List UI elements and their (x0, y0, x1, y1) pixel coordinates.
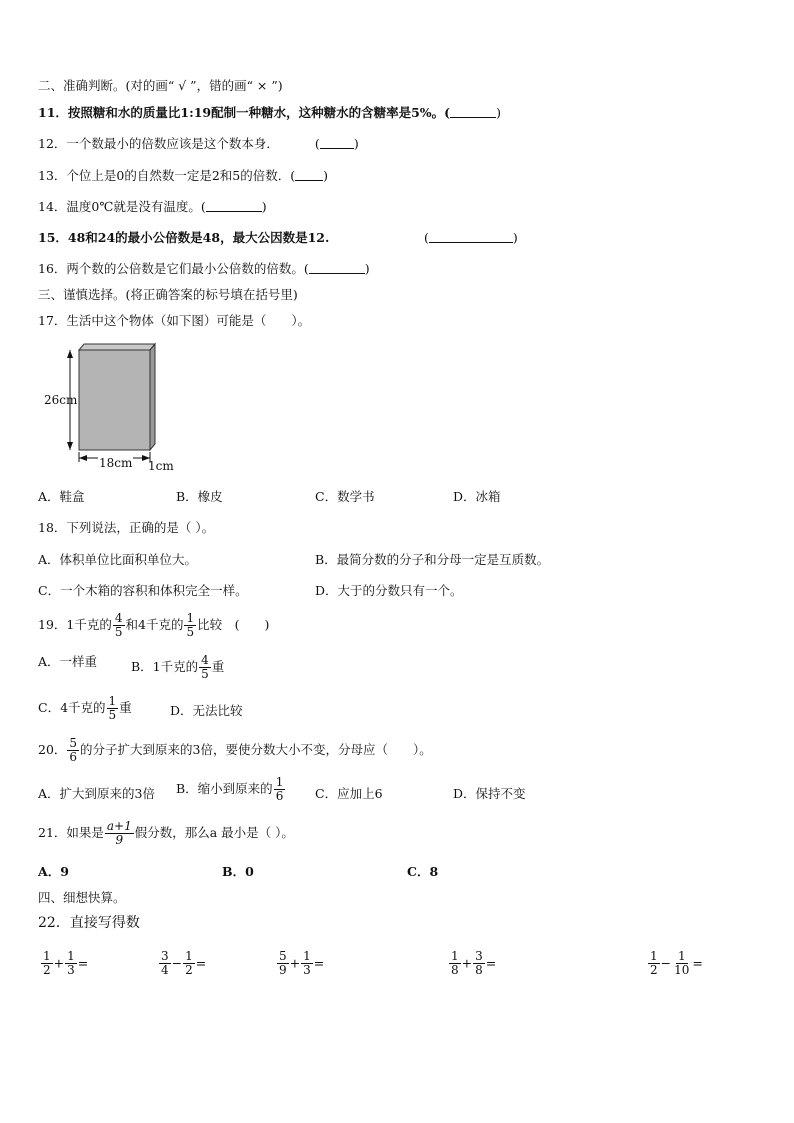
q17-option-b[interactable]: B．橡皮 (176, 489, 223, 504)
question-20: 20． $\frac{5}{6}$ 的分子扩大到原来的3倍，要使分数大小不变，分母应（ ）。 (38, 736, 432, 764)
q12-open: ( (314, 136, 320, 151)
q16-text: 16．两个数的公倍数是它们最小公倍数的倍数。( (38, 261, 309, 276)
calc-item (448, 950, 496, 977)
operator: + (289, 955, 301, 971)
fraction: $\frac{1}{3}$ (67, 949, 75, 977)
equals-sign: = (195, 955, 207, 971)
calc-item (647, 950, 703, 977)
section-2-title: 二、准确判断。(对的画“ √ ”，错的画“ × ”) (38, 78, 283, 93)
operator: + (53, 955, 65, 971)
fraction: $\frac{1}{10}$ (674, 949, 690, 977)
fraction: $\frac{1}{2}$ (185, 949, 193, 977)
q21-option-c[interactable]: C．8 (407, 864, 439, 879)
question-11 (38, 105, 501, 121)
fraction: $\frac{1}{6}$ (275, 775, 284, 803)
q19-option-b[interactable]: B．1千克的 $\frac{4}{5}$ 重 (131, 653, 225, 681)
answer-blank[interactable] (450, 105, 496, 118)
q13-text: 13．个位上是0的自然数一定是2和5的倍数．( (38, 168, 296, 183)
q18-option-c[interactable]: C．一个木箱的容积和体积完全一样。 (38, 583, 248, 598)
fraction: $\frac{1}{5}$ (186, 611, 195, 639)
fraction: $\frac{1}{2}$ (43, 949, 51, 977)
fraction: $\frac{1}{2}$ (650, 949, 658, 977)
fraction: $\frac{1}{3}$ (303, 949, 311, 977)
depth-label: 1cm (148, 459, 174, 473)
q16-close: ) (364, 261, 370, 276)
question-14 (38, 199, 267, 215)
q19-option-d[interactable]: D．无法比较 (170, 703, 243, 718)
fraction: $\frac{5}{9}$ (279, 949, 287, 977)
q21-option-b[interactable]: B．0 (222, 864, 254, 879)
q20-option-d[interactable]: D．保持不变 (453, 786, 526, 801)
question-13 (38, 168, 328, 184)
calc-item (158, 950, 206, 977)
q18-option-d[interactable]: D．大于的分数只有一个。 (315, 583, 463, 598)
answer-blank[interactable] (320, 136, 354, 149)
q18-option-b[interactable]: B．最简分数的分子和分母一定是互质数。 (315, 552, 550, 567)
answer-blank[interactable] (295, 168, 323, 181)
q11-close: ) (496, 105, 501, 120)
q20-option-c[interactable]: C．应加上6 (315, 786, 383, 801)
width-label: 18cm (99, 456, 133, 470)
operator: + (461, 955, 473, 971)
q12-text: 12．一个数最小的倍数应该是这个数本身． (38, 136, 279, 151)
q19-option-a[interactable]: A．一样重 (38, 654, 98, 669)
equals-sign: = (485, 955, 497, 971)
calc-item (40, 950, 88, 977)
fraction: $\frac{4}{5}$ (114, 611, 123, 639)
fraction: $\frac{3}{8}$ (475, 949, 483, 977)
q11-text: 11．按照糖和水的质量比1:19配制一种糖水，这种糖水的含糖率是5%。( (38, 105, 451, 120)
fraction: $\frac{a+1}{9}$ (106, 819, 132, 847)
q14-close: ) (261, 199, 267, 214)
q12-close: ) (353, 136, 359, 151)
q17-option-a[interactable]: A．鞋盒 (38, 489, 85, 504)
equals-sign: = (77, 955, 89, 971)
question-15 (38, 230, 329, 246)
q14-text: 14．温度0℃就是没有温度。( (38, 199, 206, 214)
question-18: 18．下列说法，正确的是（ ）。 (38, 520, 215, 535)
q17-option-d[interactable]: D．冰箱 (453, 489, 501, 504)
fraction: $\frac{4}{5}$ (201, 653, 209, 681)
question-21: 21．如果是 $\frac{a+1}{9}$ 假分数，那么a 最小是（ ）。 (38, 819, 294, 847)
fraction: $\frac{1}{8}$ (451, 949, 459, 977)
equals-sign: = (692, 955, 703, 971)
q21-option-a[interactable]: A．9 (38, 864, 69, 879)
section-4-title: 四、细想快算。 (38, 890, 126, 905)
fraction: $\frac{5}{6}$ (69, 736, 78, 764)
q15-answer: ( ) (424, 230, 518, 245)
q20-option-a[interactable]: A．扩大到原来的3倍 (38, 786, 155, 801)
q20-option-b[interactable]: B．缩小到原来的 $\frac{1}{6}$ (176, 775, 284, 803)
book-figure (40, 338, 190, 478)
answer-blank[interactable] (206, 199, 262, 212)
answer-blank[interactable] (309, 261, 365, 274)
section-3-title: 三、谨慎选择。(将正确答案的标号填在括号里) (38, 287, 298, 302)
fraction: $\frac{1}{5}$ (108, 694, 117, 722)
q17-option-c[interactable]: C．数学书 (315, 489, 375, 504)
question-16 (38, 261, 370, 277)
question-17: 17．生活中这个物体（如下图）可能是（ ）。 (38, 313, 311, 328)
height-label: 26cm (44, 393, 78, 407)
operator: − (171, 955, 183, 971)
calc-item (276, 950, 324, 977)
q18-option-a[interactable]: A．体积单位比面积单位大。 (38, 552, 198, 567)
question-12 (38, 136, 359, 152)
operator: − (660, 955, 672, 971)
q15-text: 15．48和24的最小公倍数是48，最大公因数是12. (38, 230, 330, 245)
q19-option-c[interactable]: C．4千克的 $\frac{1}{5}$ 重 (38, 694, 132, 722)
answer-blank[interactable] (429, 230, 513, 243)
equals-sign: = (313, 955, 325, 971)
question-22: 22．直接写得数 (38, 915, 140, 931)
fraction: $\frac{3}{4}$ (161, 949, 169, 977)
question-19: 19．1千克的 $\frac{4}{5}$ 和4千克的 $\frac{1}{5}$ 比较 ( ) (38, 611, 270, 639)
q13-close: ) (323, 168, 329, 183)
